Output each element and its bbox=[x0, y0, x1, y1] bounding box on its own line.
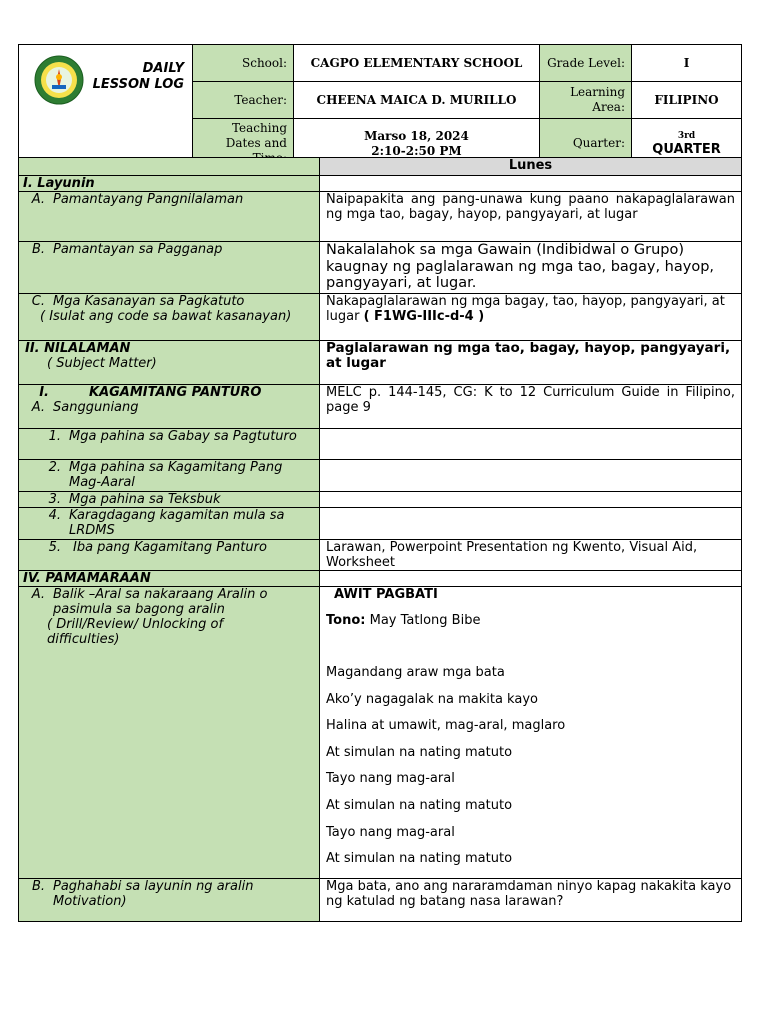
nilalaman-value: Paglalarawan ng mga tao, bagay, hayop, pangyayari, at lugar bbox=[320, 341, 742, 385]
item-text: Pamantayang Pangnilalaman bbox=[53, 192, 244, 207]
pamantayang-pangnilalaman-value: Naipapakita ang pang-unawa kung paano nakapaglalarawan ng mga tao, bagay, hayop, pangyayari, at lugar bbox=[320, 192, 742, 242]
item-number: 2. bbox=[48, 460, 61, 475]
pamamaraan-heading: IV. PAMAMARAAN bbox=[19, 571, 320, 587]
gabay-value bbox=[320, 429, 742, 460]
item-text: Mga pahina sa Kagamitang Pang Mag-Aaral bbox=[69, 460, 283, 490]
item-text: Iba pang Kagamitang Panturo bbox=[73, 540, 267, 555]
item-letter: C. bbox=[31, 294, 45, 309]
sanggunian-value: MELC p. 144-145, CG: K to 12 Curriculum Guide in Filipino, page 9 bbox=[320, 385, 742, 429]
mga-kasanayan-label bbox=[19, 294, 320, 341]
tono-line bbox=[326, 613, 735, 628]
pamantayang-pangnilalaman-label bbox=[19, 192, 320, 242]
learning-area-label-line2: Area: bbox=[592, 100, 625, 114]
tono-label: Tono: bbox=[326, 613, 366, 628]
item-text: Paghahabi sa layunin ng aralin Motivation) bbox=[53, 879, 254, 909]
nilalaman-heading: II. NILALAMAN bbox=[25, 341, 131, 356]
item-letter: A. bbox=[31, 400, 45, 415]
kagamitang-pang-mag-aaral-label bbox=[19, 460, 320, 492]
teacher-label: Teacher: bbox=[193, 82, 294, 119]
school-label: School: bbox=[193, 45, 294, 82]
dates-label-line2: Dates and bbox=[225, 136, 287, 150]
paghahabi-label bbox=[19, 879, 320, 922]
iba-pang-kagamitan-value: Larawan, Powerpoint Presentation ng Kwento, Visual Aid, Worksheet bbox=[320, 540, 742, 571]
item-text: Mga pahina sa Gabay sa Pagtuturo bbox=[69, 429, 297, 444]
item-text: Karagdagang kagamitan mula sa LRDMS bbox=[69, 508, 285, 538]
grade-level-label: Grade Level: bbox=[540, 45, 632, 82]
quarter-label: Quarter: bbox=[540, 119, 632, 169]
time-value: 2:10-2:50 PM bbox=[371, 143, 462, 158]
song-line: At simulan na nating matuto bbox=[326, 744, 513, 760]
awit-pagbati-content bbox=[320, 587, 742, 879]
title-block bbox=[19, 45, 193, 169]
nilalaman-label bbox=[19, 341, 320, 385]
item-text: Mga pahina sa Teksbuk bbox=[69, 492, 221, 507]
item-number: 4. bbox=[48, 508, 61, 523]
pamantayan-sa-pagganap-value: Nakalalahok sa mga Gawain (Indibidwal o Grupo) kaugnay ng paglalarawan ng mga tao, bagay, hayop, pangyayari, at lugar. bbox=[320, 242, 742, 294]
item-number: 5. bbox=[48, 540, 61, 555]
teksbuk-value bbox=[320, 492, 742, 508]
teacher-value: CHEENA MAICA D. MURILLO bbox=[294, 82, 540, 119]
school-seal-logo bbox=[34, 55, 84, 105]
song-line: Magandang araw mga bata bbox=[326, 665, 505, 680]
item-text: Pamantayan sa Pagganap bbox=[53, 242, 223, 257]
lrdms-value bbox=[320, 508, 742, 540]
item-letter: A. bbox=[31, 192, 45, 207]
day-header-blank bbox=[19, 158, 320, 176]
item-number: 1. bbox=[48, 429, 61, 444]
date-value: Marso 18, 2024 bbox=[364, 128, 469, 143]
kagamitang-panturo-heading: KAGAMITANG PANTURO bbox=[89, 385, 262, 400]
gabay-label bbox=[19, 429, 320, 460]
song-line: At simulan na nating matuto bbox=[326, 797, 513, 813]
document-title-line1: DAILY bbox=[142, 61, 184, 76]
lrdms-label bbox=[19, 508, 320, 540]
pamantayan-sa-pagganap-label bbox=[19, 242, 320, 294]
mga-kasanayan-sub: ( Isulat ang code sa bawat kasanayan) bbox=[40, 309, 292, 324]
mga-kasanayan-text: Nakapaglalarawan ng mga bagay, tao, hayop, pangyayari, at lugar bbox=[326, 294, 725, 324]
layunin-blank bbox=[320, 176, 742, 192]
balik-aral-sub: ( Drill/Review/ Unlocking of difficulties) bbox=[47, 617, 224, 647]
document-title bbox=[93, 61, 184, 93]
quarter-text: QUARTER bbox=[652, 141, 721, 157]
kagamitang-pang-mag-aaral-value bbox=[320, 460, 742, 492]
day-header: Lunes bbox=[320, 158, 742, 176]
quarter-superscript: 3rd bbox=[677, 130, 696, 141]
mga-kasanayan-value bbox=[320, 294, 742, 341]
paghahabi-value: Mga bata, ano ang nararamdaman ninyo kapag nakakita kayo ng katulad ng batang nasa larawan? bbox=[320, 879, 742, 922]
iba-pang-kagamitan-label bbox=[19, 540, 320, 571]
nilalaman-sub: ( Subject Matter) bbox=[47, 356, 157, 371]
dates-label-line1: Teaching bbox=[231, 121, 287, 135]
song-lyrics bbox=[326, 660, 735, 873]
item-letter: A. bbox=[31, 587, 45, 602]
tono-value: May Tatlong Bibe bbox=[369, 613, 481, 628]
kagamitang-panturo-label bbox=[19, 385, 320, 429]
learning-area-label bbox=[540, 82, 632, 119]
grade-level-value: I bbox=[632, 45, 742, 82]
item-numeral: I. bbox=[39, 385, 49, 400]
teksbuk-label bbox=[19, 492, 320, 508]
layunin-heading: I. Layunin bbox=[19, 176, 320, 192]
learning-area-value: FILIPINO bbox=[632, 82, 742, 119]
song-line: Tayo nang mag-aral bbox=[326, 824, 455, 840]
item-letter: B. bbox=[31, 879, 45, 894]
item-text: Mga Kasanayan sa Pagkatuto bbox=[53, 294, 245, 309]
song-line: At simulan na nating matuto bbox=[326, 851, 513, 867]
song-line: Ako’y nagagalak na makita kayo bbox=[326, 691, 538, 707]
item-letter: B. bbox=[31, 242, 45, 257]
item-text: Balik –Aral sa nakaraang Aralin o pasimula sa bagong aralin bbox=[53, 587, 268, 617]
song-title: AWIT PAGBATI bbox=[334, 587, 438, 602]
competency-code: ( F1WG-IIIc-d-4 ) bbox=[363, 309, 485, 324]
song-line: Halina at umawit, mag-aral, maglaro bbox=[326, 718, 566, 734]
sanggunian-label: Sangguniang bbox=[53, 400, 139, 415]
balik-aral-label bbox=[19, 587, 320, 879]
song-line: Tayo nang mag-aral bbox=[326, 771, 455, 787]
document-title-line2: LESSON LOG bbox=[92, 77, 184, 92]
header-table bbox=[18, 44, 742, 169]
school-value: CAGPO ELEMENTARY SCHOOL bbox=[294, 45, 540, 82]
lesson-log-table bbox=[18, 157, 742, 922]
pamamaraan-blank bbox=[320, 571, 742, 587]
item-number: 3. bbox=[48, 492, 61, 507]
learning-area-label-line1: Learning bbox=[570, 85, 625, 99]
